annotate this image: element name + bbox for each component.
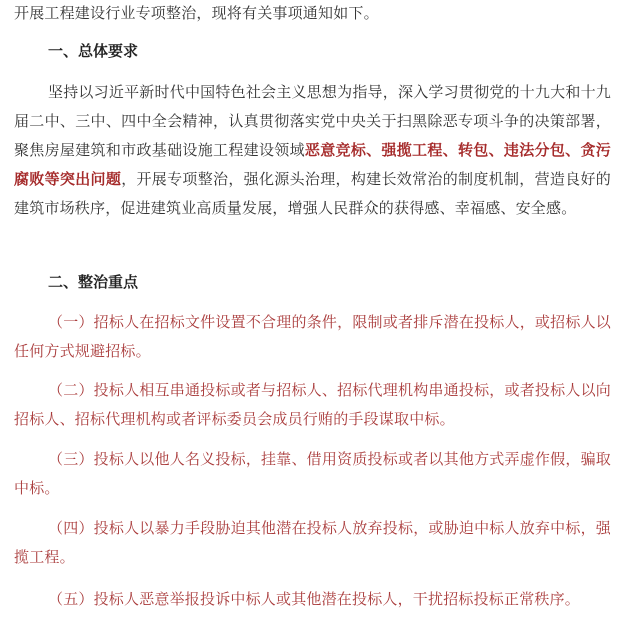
rectification-item-4: （四）投标人以暴力手段胁迫其他潜在投标人放弃投标，或胁迫中标人放弃中标，强揽工程。 [14,519,611,566]
intro-line: 开展工程建设行业专项整治，现将有关事项通知如下。 [14,4,379,22]
section-heading-key-rectification: 二、整治重点 [48,273,139,291]
rectification-item-2: （二）投标人相互串通投标或者与招标人、招标代理机构串通投标，或者投标人以向招标人、招标代理机构或者评标委员会成员行贿的手段谋取中标。 [14,381,611,428]
rectification-item-1: （一）招标人在招标文件设置不合理的条件，限制或者排斥潜在投标人，或招标人以任何方式规避招标。 [14,313,611,360]
section-heading-general-requirements: 一、总体要求 [48,42,139,60]
general-requirements-text-start: 坚持以习近平新时代中国特色社会主义思想为指导，深入学习贯彻党的十九大和十九届二中、三中、四中全会精神，认真贯彻落实党中央关于扫黑除恶专项斗争的决策部署，聚焦房屋建筑和市政基础设施工程建设领域 [14,83,611,159]
general-requirements-paragraph [14,78,611,223]
highlighted-problems-text: 恶意竞标、强揽工程、转包、违法分包、贪污腐败等突出问题 [14,141,611,188]
rectification-item-3: （三）投标人以他人名义投标，挂靠、借用资质投标或者以其他方式弄虚作假，骗取中标。 [14,450,611,497]
rectification-item-5: （五）投标人恶意举报投诉中标人或其他潜在投标人，干扰招标投标正常秩序。 [48,590,581,608]
general-requirements-text-end: ，开展专项整治，强化源头治理，构建长效常治的制度机制，营造良好的建筑市场秩序，促进建筑业高质量发展，增强人民群众的获得感、幸福感、安全感。 [14,170,612,217]
